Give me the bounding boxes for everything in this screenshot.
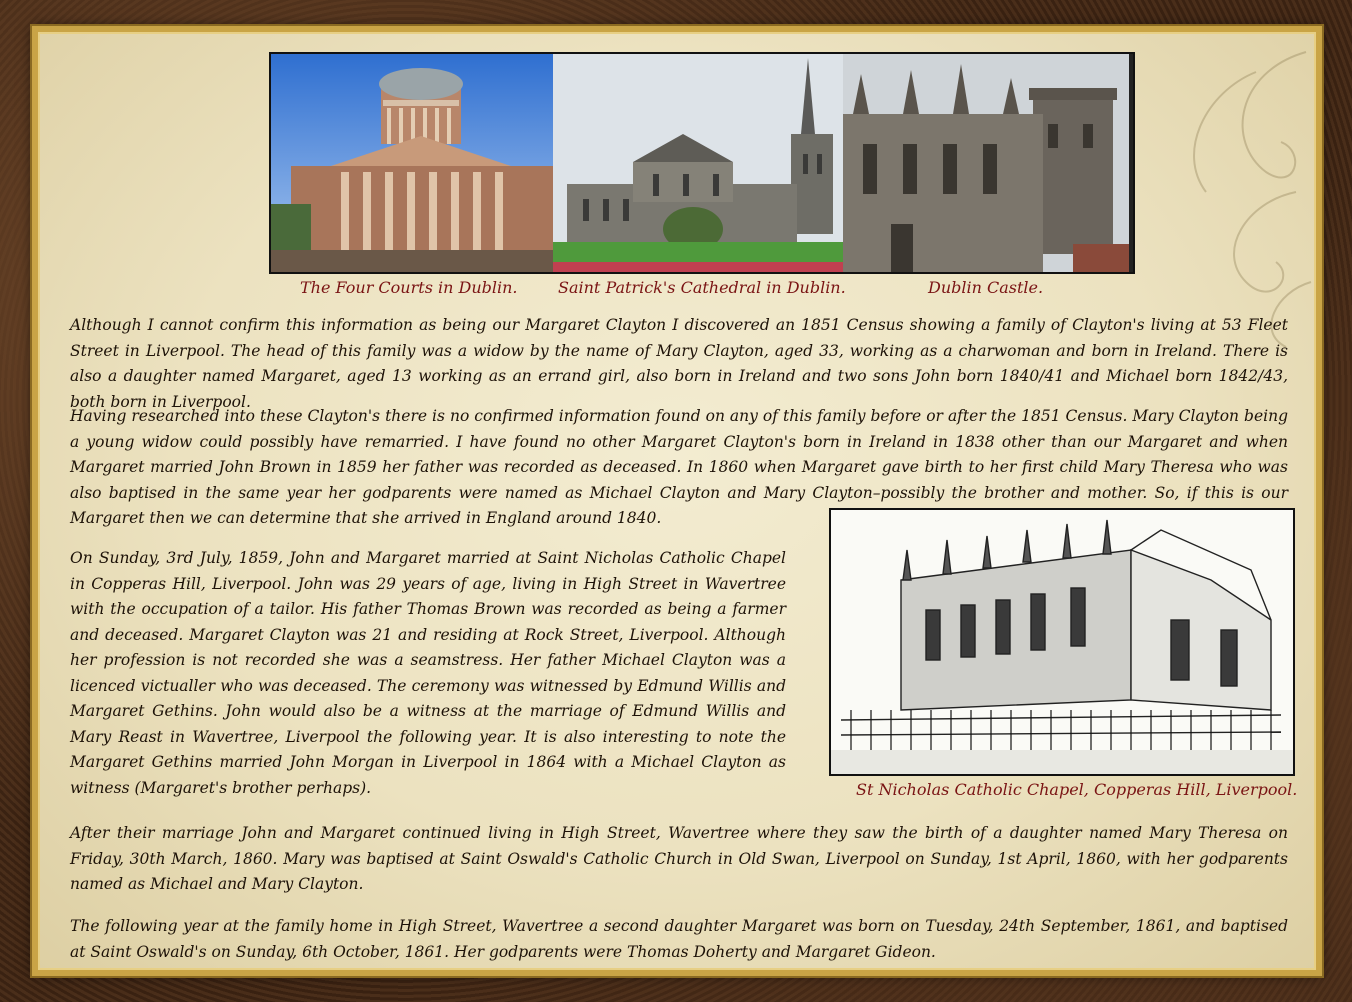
dublin-castle-photo (843, 54, 1129, 272)
paragraph-census: Although I cannot confirm this information as being our Margaret Clayton I discovered an 1851 Census showing a family of Clayton's living at 53 Fleet Street in Liverpool. The head of this family was a widow by the name of Mary Clayton, aged 33, working as a charwoman and born in Ireland. There is also a daughter named Margaret, aged 13 working as an errand girl, also born in Ireland and two sons John born 1840/41 and Michael born 1842/43, both born in Liverpool. (70, 316, 1288, 411)
parchment-panel (32, 26, 1322, 976)
caption-st-patricks: Saint Patrick's Cathedral in Dublin. (558, 278, 846, 297)
paragraph-birth-mary: After their marriage John and Margaret continued living in High Street, Wavertree where they saw the birth of a daughter named Mary Theresa on Friday, 30th March, 1860. Mary was baptised at Saint Oswald's Catholic Church in Old Swan, Liverpool on Sunday, 1st April, 1860, with her godparents named as Michael and Mary Clayton. (70, 824, 1288, 893)
caption-dublin-castle: Dublin Castle. (928, 278, 1044, 297)
st-patricks-photo (553, 54, 843, 272)
four-courts-photo (271, 54, 553, 272)
paragraph-marriage: On Sunday, 3rd July, 1859, John and Margaret married at Saint Nicholas Catholic Chapel in Copperas Hill, Liverpool. John was 29 years of age, living in High Street in Wavertree with the occupation of a tailor. His father Thomas Brown was recorded as being a farmer and deceased. Margaret Clayton was 21 and residing at Rock Street, Liverpool. Although her profession is not recorded she was a seamstress. Her father Michael Clayton was a licenced victualler who was deceased. The ceremony was witnessed by Edmund Willis and Margaret Gethins. John would also be a witness at the marriage of Edmund Willis and Mary Reast in Wavertree, Liverpool the following year. It is also interesting to note the Margaret Gethins married John Morgan in Liverpool in 1864 with a Michael Clayton as witness (Margaret's brother perhaps). (70, 549, 786, 797)
paragraph-research: Having researched into these Clayton's there is no confirmed information found on any of this family before or after the 1851 Census. Mary Clayton being a young widow could possibly have remarried. I have found no other Margaret Clayton's born in Ireland in 1838 other than our Margaret and when Margaret married John Brown in 1859 her father was recorded as deceased. In 1860 when Margaret gave birth to her first child Mary Theresa who was also baptised in the same year her godparents were named as Michael Clayton and Mary Clayton–possibly the brother and mother. So, if this is our Margaret then we can determine that she arrived in England around 1840. (70, 407, 1288, 527)
caption-four-courts: The Four Courts in Dublin. (300, 278, 518, 297)
st-nicholas-engraving (829, 508, 1295, 776)
dublin-photo-strip (269, 52, 1135, 274)
caption-st-nicholas: St Nicholas Catholic Chapel, Copperas Hill, Liverpool. (856, 780, 1298, 799)
paragraph-birth-margaret: The following year at the family home in High Street, Wavertree a second daughter Margaret was born on Tuesday, 24th September, 1861, and baptised at Saint Oswald's on Sunday, 6th October, 1861. Her godparents were Thomas Doherty and Margaret Gideon. (70, 917, 1288, 961)
